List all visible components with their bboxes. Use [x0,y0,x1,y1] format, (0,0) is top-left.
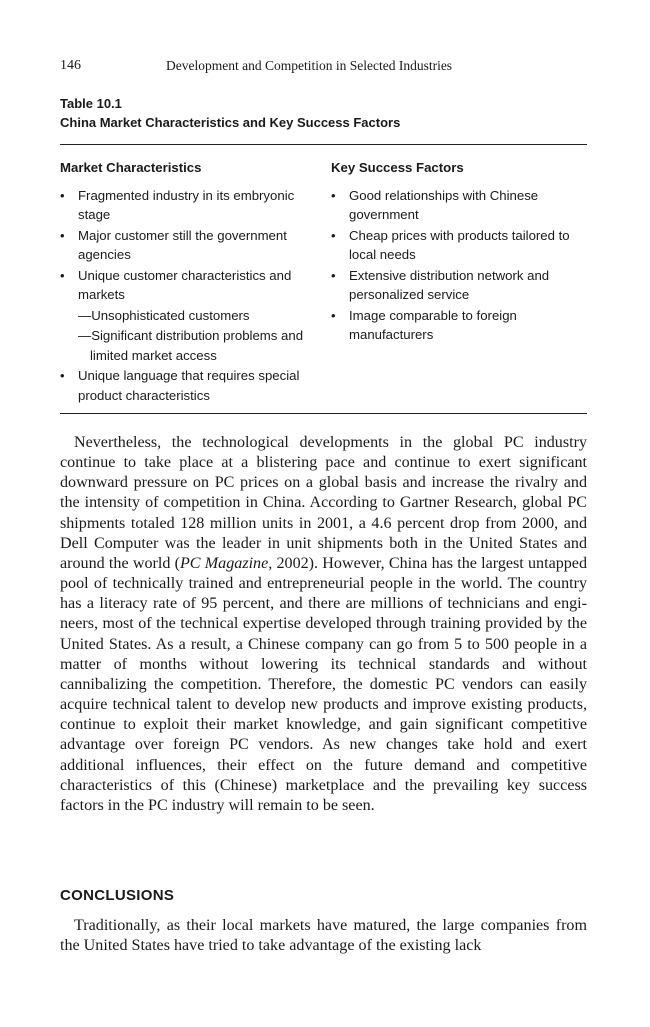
body-text [60,916,587,956]
list-item [60,186,320,225]
paragraph: Traditionally, as their local markets have matured, the large companies from the United States have tried to take advantage of the existing lack [60,917,587,955]
list-item [331,186,591,225]
bullet-icon: • [60,187,65,203]
table-top-rule [60,144,587,145]
body-text [60,433,587,816]
market-characteristics-column [60,158,320,406]
table-number: Table 10.1 [60,96,122,111]
paragraph-text: Nevertheless, the technological developments in the global PC industry continue to take place at a blistering pace and continue to exert significant downward pressure on PC prices on a global basis and increase the rivalry and the intensity of competition in China. According to Gartner Research, global PC shipments totaled 128 million units in 2001, a 4.6 percent drop from 2000, and Dell Computer was the leader in unit shipments both in the United States and around the world ( [60,434,587,572]
table-title: China Market Characteristics and Key Success Factors [60,115,401,130]
column-heading: Key Success Factors [331,160,464,175]
bullet-icon: • [331,307,336,323]
bullet-icon: • [60,368,65,383]
bullet-icon: • [331,227,336,243]
item-text: Unique customer characteristics and markets [78,267,292,302]
column-heading: Market Characteristics [60,160,202,175]
list-item [331,306,591,345]
bullet-icon: • [60,267,65,283]
list-item [60,266,320,305]
item-text: Major customer still the government agencies [78,227,287,262]
list-item [60,366,320,405]
list-item [60,226,320,265]
paragraph-text: 2002). However, China has the largest untapped pool of technically trained and entrepreneurial people in the world. The country has a literacy rate of 95 percent, and there are millions of technicians and engineers, most of the technical expertise developed through training provided by the United States. As a result, a Chinese company can go from 5 to 500 people in a matter of months without lowering its technical standards and without cannibalizing the competition. Therefore, the domestic PC vendors can easily acquire technical talent to develop new products and improve existing products, continue to exploit their market knowledge, and gain significant competitive advantage over foreign PC vendors. As new changes take hold and exert additional influences, their effect on the future demand and competitive characteristics of this (Chinese) marketplace and the prevailing key success factors in the PC industry will remain to be seen. [60,554,587,814]
sub-item: —Significant distribution problems and limited market access [78,328,304,363]
citation: PC Magazine, [179,554,273,572]
item-text: Good relationships with Chinese government [349,187,539,222]
bullet-icon: • [331,187,336,203]
running-title: Development and Competition in Selected Industries [166,58,453,73]
table-caption [60,94,587,132]
item-text: Image comparable to foreign manufacturers [349,307,517,342]
page-number: 146 [60,58,81,73]
table-bottom-rule [60,413,587,414]
paragraph [60,433,587,816]
item-text: Extensive distribution network and personalized service [349,267,550,302]
bullet-icon: • [331,267,336,283]
key-success-factors-column [331,158,591,346]
section-heading: CONCLUSIONS [60,887,175,904]
bullet-icon: • [60,227,65,243]
item-text: Unique language that requires special product characteristics [78,368,300,403]
list-item [331,266,591,305]
list-item [331,226,591,265]
item-text: Cheap prices with products tailored to local needs [349,227,570,262]
sub-item: —Unsophisticated customers [78,307,250,323]
item-text: Fragmented industry in its embryonic stage [78,187,295,222]
